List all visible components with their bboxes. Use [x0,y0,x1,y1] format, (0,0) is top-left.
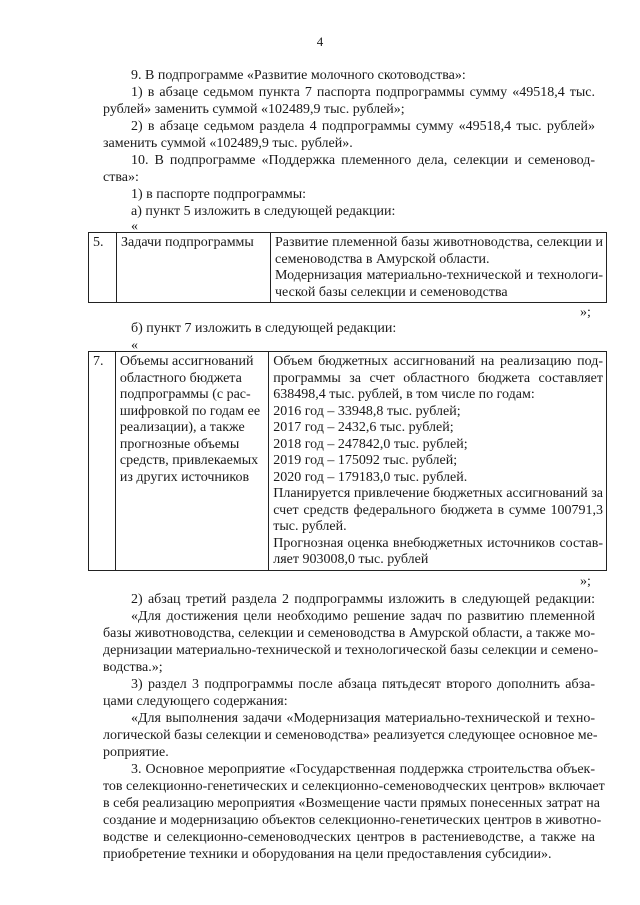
item-10-heading-line1: 10. В подпрограмме «Поддержка племенного дела, селекции и семеновод- [131,153,595,168]
item-10-1: 1) в паспорте подпрограммы: [131,187,307,202]
content-line: 2017 год – 2432,6 тыс. рублей; [273,420,454,435]
name-line: прогнозные объемы [119,436,240,452]
table-cell-content [269,352,607,571]
item-3-quote-line1: «Для выполнения задачи «Модернизация материально-технической и техно- [131,711,595,726]
table-cell-name [115,352,268,571]
content-line: Прогнозная оценка внебюджетных источников состав- [273,535,603,551]
name-line: реализации), а также [119,420,245,435]
passport-table-item-7 [88,351,607,571]
name-line: средств, привлекаемых [119,453,259,468]
item-10-1-a: а) пункт 5 изложить в следующей редакции: [131,204,396,219]
page-number: 4 [316,34,324,49]
content-line: Развитие племенной базы животноводства, селекции и [275,235,603,250]
name-line: из других источников [119,469,250,485]
item-9-2-line2: заменить суммой «102489,9 тыс. рублей». [103,136,353,151]
measure-3-line4: создание и модернизацию объектов селекционно-генетических центров в животно- [103,813,602,828]
name-line: подпрограммы (с рас- [119,387,251,402]
content-line: Планируется привлечение бюджетных ассигнований за [273,486,603,501]
item-2-intro: 2) абзац третий раздела 2 подпрограммы изложить в следующей редакции: [131,592,595,607]
measure-3-line5: водстве и селекционно-семеноводческих центров в растениеводстве, а также на [103,830,595,845]
content-line: 2020 год – 179183,0 тыс. рублей. [273,469,468,485]
content-line: ческой базы селекции и семеноводства [275,284,508,300]
passport-table-item-5 [88,232,607,303]
measure-3-line3: в себя реализацию мероприятия «Возмещение части прямых понесенных затрат на [103,796,600,811]
item-3-intro-line1: 3) раздел 3 подпрограммы после абзаца пятьдесят второго дополнить абза- [131,677,595,692]
table-row [89,233,607,303]
item-10-heading-line2: ства»: [103,170,139,185]
open-quote-1: « [131,219,138,234]
content-line: ляет 903008,0 тыс. рублей [273,552,429,567]
content-line: 2016 год – 33948,8 тыс. рублей; [273,403,461,419]
measure-3-line6: приобретение техники и оборудования на цели предоставления субсидии». [103,847,552,862]
item-9-1-line1: 1) в абзаце седьмом пункта 7 паспорта подпрограммы сумму «49518,4 тыс. [131,85,595,100]
item-9-1-line2: рублей» заменить суммой «102489,9 тыс. рублей»; [103,102,405,117]
content-line: Объем бюджетных ассигнований на реализацию под- [273,354,603,369]
content-line: 2019 год – 175092 тыс. рублей; [273,453,458,468]
content-line: тыс. рублей. [273,519,347,534]
item-2-quote-line4: водства.»; [103,660,163,675]
content-line: программы за счет областного бюджета составляет [273,370,603,386]
item-2-quote-line1: «Для достижения цели необходимо решение задач по развитию племенной [131,609,595,624]
open-quote-2: « [131,338,138,353]
content-line: семеноводства в Амурской области. [275,251,490,267]
item-9-heading: 9. В подпрограмме «Развитие молочного скотоводства»: [131,68,466,83]
item-3-quote-line3: роприятие. [103,745,169,760]
table-cell-num: 7. [89,352,116,571]
table-row [89,352,607,571]
item-2-quote-line3: дернизации материально-технической и технологической базы селекции и семено- [103,643,599,658]
item-3-intro-line2: цами следующего содержания: [103,694,288,709]
table-cell-name: Задачи подпрограммы [117,233,271,303]
close-quote-2: »; [580,574,591,589]
item-2-quote-line2: базы животноводства, селекции и семеноводства в Амурской области, а также мо- [103,626,595,641]
item-10-1-b: б) пункт 7 изложить в следующей редакции: [131,321,397,336]
table-cell-content [271,233,607,303]
table-cell-num: 5. [89,233,117,303]
name-line: областного бюджета [119,370,242,386]
item-3-quote-line2: логической базы селекции и семеноводства» реализуется следующее основное ме- [103,728,598,743]
measure-3-line1: 3. Основное мероприятие «Государственная поддержка строительства объек- [131,762,595,777]
item-9-2-line1: 2) в абзаце седьмом раздела 4 подпрограммы сумму «49518,4 тыс. рублей» [131,119,595,134]
name-line: Объемы ассигнований [119,354,254,369]
name-line: шифровкой по годам ее [119,403,261,419]
content-line: Модернизация материально-технической и технологи- [275,268,603,283]
content-line: 2018 год – 247842,0 тыс. рублей; [273,436,468,452]
content-line: 638498,4 тыс. рублей, в том числе по годам: [273,387,535,402]
close-quote-1: »; [580,305,591,320]
measure-3-line2: тов селекционно-генетических и селекционно-семеноводческих центров» включает [103,779,605,794]
content-line: счет средств федерального бюджета в сумме 100791,3 [273,502,603,518]
